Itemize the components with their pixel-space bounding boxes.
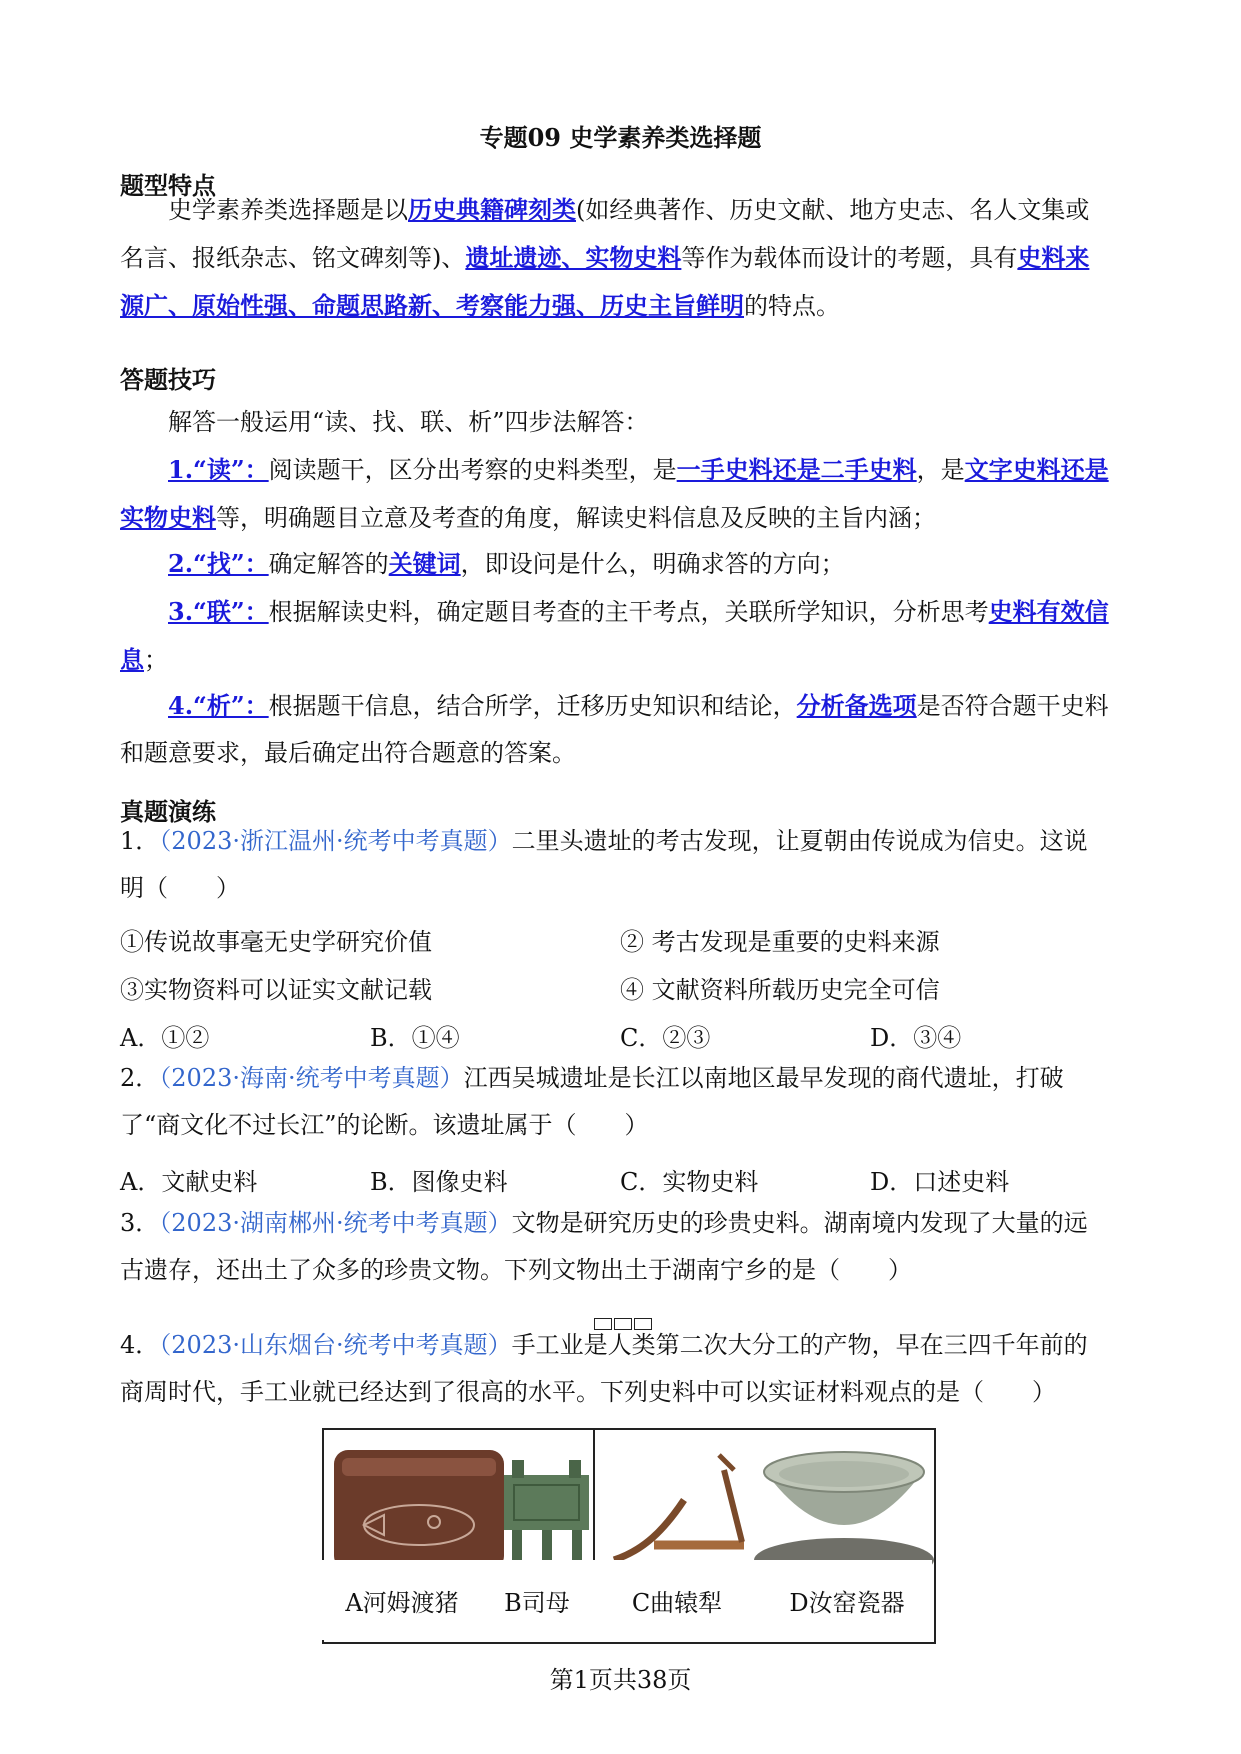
question-4	[120, 1322, 1110, 1416]
curved-plough-image	[614, 1455, 744, 1560]
caption-a[interactable]: A河姆渡猪	[322, 1560, 484, 1640]
highlight-text: 遗址遗迹、实物史料	[465, 243, 682, 272]
text: ；	[144, 646, 168, 674]
caption-c[interactable]: C曲辕犁	[592, 1560, 764, 1640]
option-d[interactable]: D．③④	[870, 1024, 962, 1052]
option-a[interactable]: A．文献史料	[120, 1168, 258, 1196]
hemudu-pig-bowl-image	[334, 1450, 504, 1570]
highlight-text: 关键词	[388, 549, 461, 578]
option-c[interactable]: C．②③	[620, 1024, 711, 1052]
question-number: 2．	[120, 1064, 160, 1092]
highlight-text: 分析备选项	[796, 691, 917, 720]
question-source: （2023·海南·统考中考真题）	[159, 1064, 464, 1092]
step-label: 1.“读”：	[168, 455, 269, 484]
skill-step-4	[120, 682, 1110, 777]
q1-options	[120, 1018, 1120, 1058]
question-stem: 二里头遗址的考古发现，让夏朝由传说成为信史。这说明（ ）	[120, 827, 1088, 902]
highlight-text: 史料来源广、原始性强、命题思路新、考察能力强、历史主旨鲜明	[120, 243, 1090, 320]
question-1	[120, 818, 1110, 912]
q1-statements-row-1	[120, 922, 1120, 962]
skills-heading: 答题技巧	[120, 365, 216, 394]
highlight-text: 文字史料还是实物史料	[120, 455, 1109, 532]
option-b[interactable]: B．①④	[370, 1024, 460, 1052]
skill-step-3	[120, 588, 1110, 684]
question-2	[120, 1055, 1110, 1149]
highlight-text: 史料有效信息	[120, 597, 1109, 674]
skills-intro: 解答一般运用“读、找、联、析”四步法解答：	[168, 408, 649, 436]
step-label: 3.“联”：	[168, 597, 269, 626]
question-stem: 文物是研究历史的珍贵史料。湖南境内发现了大量的远古遗存，还出土了众多的珍贵文物。下列文物出土于湖南宁乡的是（ ）	[120, 1209, 1088, 1284]
statement-3: ③实物资料可以证实文献记载	[120, 976, 432, 1004]
text: 根据解读史料，确定题目考查的主干考点，关联所学知识，分析思考	[268, 598, 989, 626]
caption-b[interactable]: B司母	[482, 1560, 594, 1640]
highlight-text: 一手史料还是二手史料	[676, 455, 917, 484]
question-stem: 江西吴城遗址是长江以南地区最早发现的商代遗址，打破了“商文化不过长江”的论断。该遗址属于（ ）	[120, 1064, 1064, 1139]
text: 等作为载体而设计的考题，具有	[681, 244, 1018, 272]
artifact-captions	[322, 1560, 932, 1640]
practice-heading: 真题演练	[120, 797, 216, 826]
text: 根据题干信息，结合所学，迁移历史知识和结论，	[268, 692, 797, 720]
text: 的特点。	[744, 292, 840, 320]
question-number: 4．	[120, 1331, 160, 1359]
text: (如经典著作、历史文献、地方史志、名人文集或名言、报纸杂志、铭文碑刻等)、	[120, 196, 1090, 272]
step-label: 4.“析”：	[168, 691, 269, 720]
text: ，是	[916, 456, 965, 484]
step-label: 2.“找”：	[168, 549, 269, 578]
question-number: 1．	[120, 827, 160, 855]
page-footer: 第1页共38页	[549, 1666, 692, 1694]
features-paragraph	[120, 186, 1110, 330]
question-source: （2023·浙江温州·统考中考真题）	[159, 827, 512, 855]
q2-options	[120, 1162, 1120, 1202]
page-title: 专题09 史学素养类选择题	[479, 123, 762, 152]
skill-step-1	[120, 446, 1110, 542]
question-3	[120, 1200, 1110, 1294]
text: 史学素养类选择题是以	[168, 196, 408, 224]
text: 阅读题干，区分出考察的史料类型，是	[268, 456, 677, 484]
option-c[interactable]: C．实物史料	[620, 1168, 759, 1196]
skill-step-2	[120, 540, 1110, 588]
question-source: （2023·山东烟台·统考中考真题）	[159, 1331, 512, 1359]
text: 确定解答的	[268, 550, 389, 578]
text: 是否符合题干史料和题意要求，最后确定出符合题意的答案。	[120, 692, 1109, 767]
q1-statements-row-2	[120, 970, 1120, 1010]
option-b[interactable]: B．图像史料	[370, 1168, 508, 1196]
statement-1: ①传说故事毫无史学研究价值	[120, 928, 432, 956]
question-stem: 手工业是人类第二次大分工的产物，早在三四千年前的商周时代，手工业就已经达到了很高的水平。下列史料中可以实证材料观点的是（ ）	[120, 1331, 1088, 1406]
option-d[interactable]: D．口述史料	[870, 1168, 1010, 1196]
features-heading: 题型特点	[120, 171, 216, 200]
question-number: 3．	[120, 1209, 160, 1237]
statement-2: ② 考古发现是重要的史料来源	[620, 928, 940, 956]
statement-4: ④ 文献资料所载历史完全可信	[620, 976, 940, 1004]
caption-d[interactable]: D汝窑瓷器	[762, 1560, 932, 1640]
option-a[interactable]: A．①②	[120, 1024, 210, 1052]
text: 等，明确题目立意及考查的角度，解读史料信息及反映的主旨内涵；	[216, 504, 936, 532]
text: ，即设问是什么，明确求答的方向；	[460, 550, 845, 578]
highlight-text: 历史典籍碑刻类	[408, 195, 576, 224]
question-source: （2023·湖南郴州·统考中考真题）	[159, 1209, 512, 1237]
